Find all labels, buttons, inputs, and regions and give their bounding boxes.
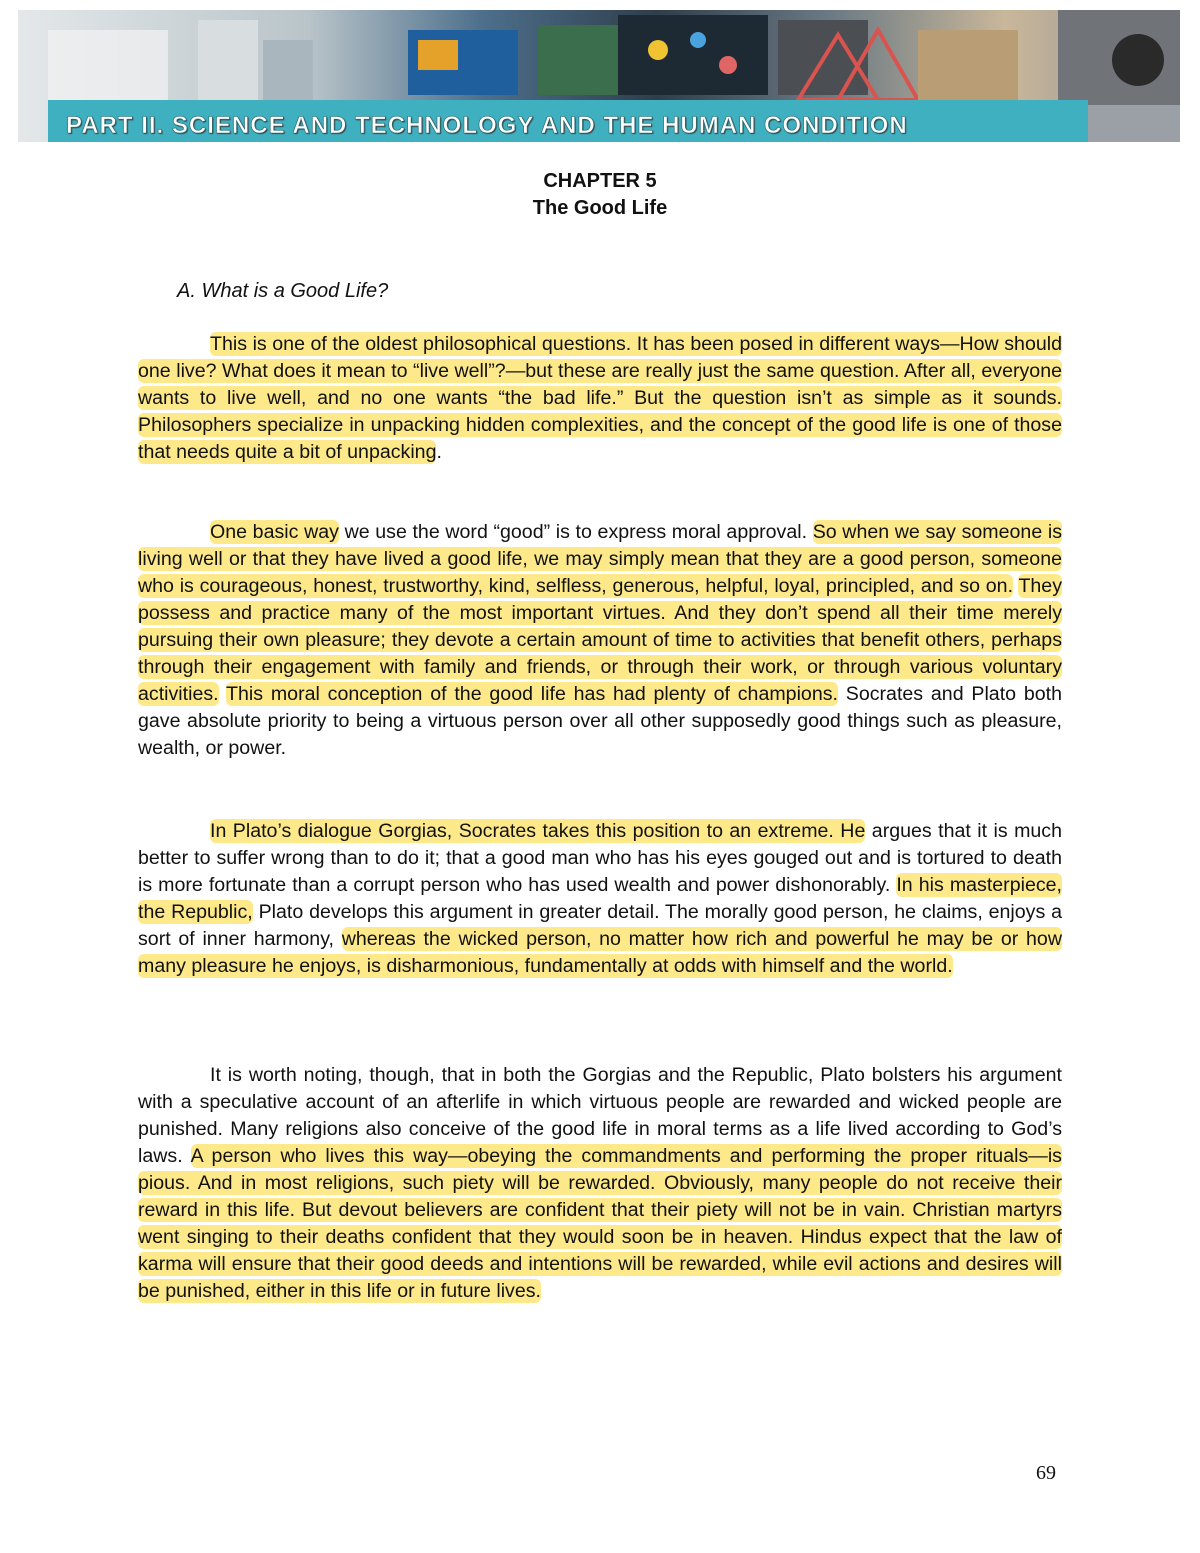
- highlighted-text: This is one of the oldest philosophical questions. It has been posed in different ways—How should one live? What does it mean to “live well”?—but these are really just the same question. After all, everyone wants to live well, and no one wants “the bad life.” But the question isn’t as simple as it sounds. Philosophers specialize in unpacking hidden complexities, and the concept of the good life is one of those that needs quite a bit of unpacking: [138, 333, 1062, 463]
- paragraph-4: [138, 1062, 1062, 1305]
- highlighted-text: They possess and practice many of the most important virtues. And they don’t spend all their time merely pursuing their own pleasure; they devote a certain amount of time to activities that benefit others, perhaps through their engagement with family and friends, or through their work, or through various voluntary activities.: [138, 575, 1062, 705]
- body-text: [219, 683, 226, 705]
- body-text: .: [436, 441, 442, 463]
- header-banner: [18, 10, 1180, 142]
- body-text: Plato develops this argument in greater detail. The morally good person, he claims, enjoys a sort of inner harmony,: [138, 901, 1063, 950]
- chapter-number: CHAPTER 5: [543, 170, 657, 192]
- body-text: we use the word “good” is to express moral approval.: [338, 521, 813, 543]
- highlighted-text: One basic way: [210, 521, 339, 543]
- paragraph-3: [138, 818, 1062, 980]
- body-text: Socrates and Plato both gave absolute priority to being a virtuous person over all other supposedly good things such as pleasure, wealth, or power.: [138, 683, 1062, 759]
- paragraph-1: [138, 331, 1062, 466]
- page-number: 69: [1036, 1462, 1056, 1484]
- body-text: argues that it is much better to suffer wrong than to do it; that a good man who has his eyes gouged out and is tortured to death is more fortunate than a corrupt person who has used wealth and power dishonorably.: [138, 820, 1063, 896]
- highlighted-text: whereas the wicked person, no matter how rich and powerful he may be or how many pleasure he enjoys, is disharmonious, fundamentally at odds with himself and the world.: [138, 928, 1062, 977]
- highlighted-text: In Plato’s dialogue Gorgias, Socrates takes this position to an extreme. He: [210, 820, 866, 842]
- body-text: It is worth noting, though, that in both the Gorgias and the Republic, Plato bolsters his argument with a speculative account of an afterlife in which virtuous people are rewarded and wicked people are punished. Many religions also conceive of the good life in moral terms as a life lived according to God’s laws.: [138, 1064, 1062, 1167]
- banner-title-strip: [48, 100, 1088, 142]
- highlighted-text: This moral conception of the good life has had plenty of champions.: [226, 683, 838, 705]
- paragraph-2: [138, 519, 1062, 762]
- highlighted-text: A person who lives this way—obeying the commandments and performing the proper rituals—is pious. And in most religions, such piety will be rewarded. Obviously, many people do not receive their reward in this life. But devout believers are confident that their piety will not be in vain. Christian martyrs went singing to their deaths confident that they would soon be in heaven. Hindus expect that the law of karma will ensure that their good deeds and intentions will be rewarded, while evil actions and desires will be punished, either in this life or in future lives.: [138, 1145, 1062, 1302]
- part-title: PART II. SCIENCE AND TECHNOLOGY AND THE HUMAN CONDITION: [66, 112, 908, 139]
- section-heading: A. What is a Good Life?: [177, 280, 389, 302]
- chapter-title: The Good Life: [532, 197, 668, 219]
- highlighted-text: In his masterpiece, the Republic,: [138, 874, 1062, 923]
- highlighted-text: So when we say someone is living well or that they have lived a good life, we may simply mean that they are a good person, someone who is courageous, honest, trustworthy, kind, selfless, generous, helpful, loyal, principled, and so on.: [138, 521, 1063, 597]
